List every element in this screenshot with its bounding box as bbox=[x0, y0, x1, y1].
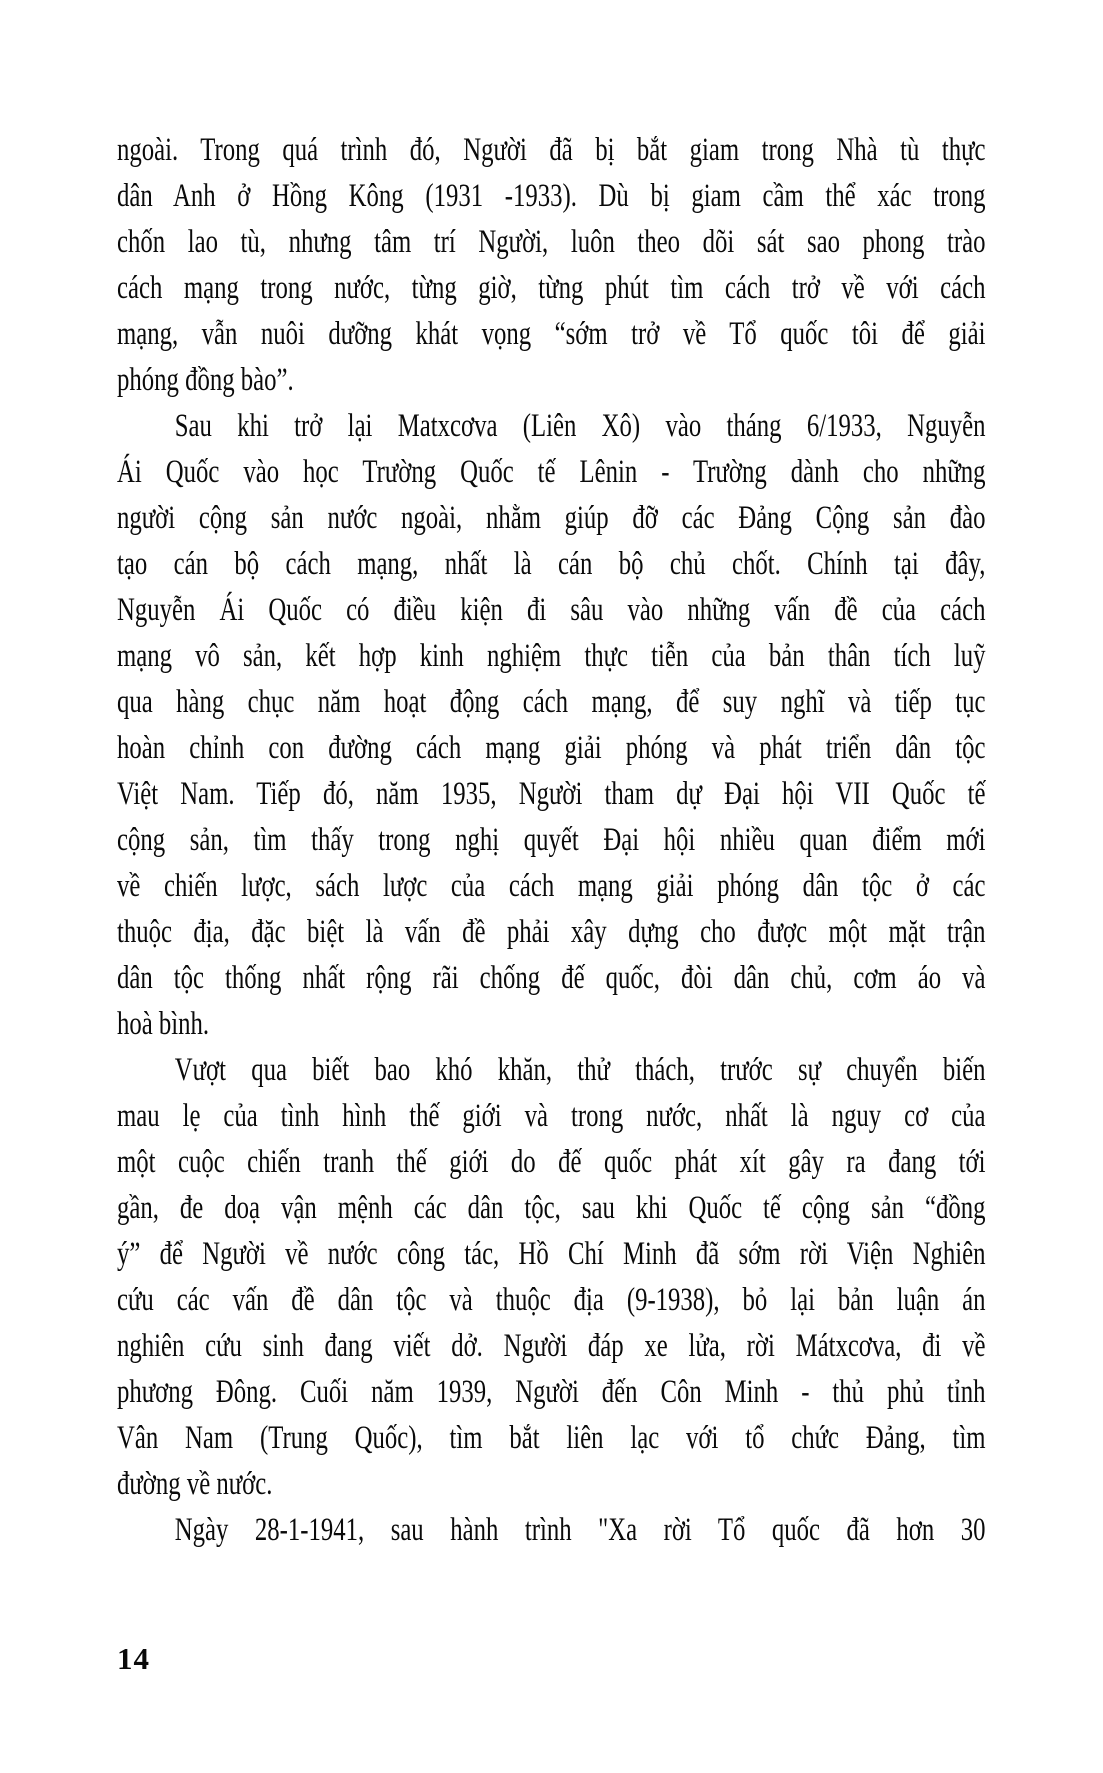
text-line: đường về nước. bbox=[117, 1466, 273, 1502]
text-line: cứu các vấn đề dân tộc và thuộc địa (9-1938), bỏ lại bản luận án bbox=[117, 1282, 986, 1318]
text-line: mạng vô sản, kết hợp kinh nghiệm thực tiễn của bản thân tích luỹ bbox=[117, 638, 986, 674]
page-number: 14 bbox=[117, 1641, 150, 1676]
text-line: Ái Quốc vào học Trường Quốc tế Lênin - Trường dành cho những bbox=[117, 454, 986, 490]
text-line: ngoài. Trong quá trình đó, Người đã bị bắt giam trong Nhà tù thực bbox=[117, 132, 986, 168]
text-line: dân tộc thống nhất rộng rãi chống đế quốc, đòi dân chủ, cơm áo và bbox=[117, 960, 986, 996]
body-text bbox=[117, 127, 986, 1553]
text-line: tạo cán bộ cách mạng, nhất là cán bộ chủ chốt. Chính tại đây, bbox=[117, 546, 986, 582]
text-line: dân Anh ở Hồng Kông (1931 -1933). Dù bị giam cầm thể xác trong bbox=[117, 178, 986, 214]
text-line: qua hàng chục năm hoạt động cách mạng, để suy nghĩ và tiếp tục bbox=[117, 684, 986, 720]
text-line: nghiên cứu sinh đang viết dở. Người đáp xe lửa, rời Mátxcơva, đi về bbox=[117, 1328, 986, 1364]
text-line: một cuộc chiến tranh thế giới do đế quốc phát xít gây ra đang tới bbox=[117, 1144, 986, 1180]
text-line: phương Đông. Cuối năm 1939, Người đến Côn Minh - thủ phủ tỉnh bbox=[117, 1374, 986, 1410]
text-line: cộng sản, tìm thấy trong nghị quyết Đại hội nhiều quan điểm mới bbox=[117, 822, 986, 858]
text-line: về chiến lược, sách lược của cách mạng giải phóng dân tộc ở các bbox=[117, 868, 986, 904]
text-line: người cộng sản nước ngoài, nhằm giúp đỡ các Đảng Cộng sản đào bbox=[117, 500, 986, 536]
text-line: Vân Nam (Trung Quốc), tìm bắt liên lạc với tổ chức Đảng, tìm bbox=[117, 1420, 986, 1456]
text-line: thuộc địa, đặc biệt là vấn đề phải xây dựng cho được một mặt trận bbox=[117, 914, 986, 950]
text-line: Nguyễn Ái Quốc có điều kiện đi sâu vào những vấn đề của cách bbox=[117, 592, 986, 628]
text-line: gần, đe doạ vận mệnh các dân tộc, sau khi Quốc tế cộng sản “đồng bbox=[117, 1190, 986, 1226]
text-line: mau lẹ của tình hình thế giới và trong nước, nhất là nguy cơ của bbox=[117, 1098, 986, 1134]
text-line: hoàn chỉnh con đường cách mạng giải phóng và phát triển dân tộc bbox=[117, 730, 986, 766]
text-line: Sau khi trở lại Matxcơva (Liên Xô) vào tháng 6/1933, Nguyễn bbox=[174, 408, 986, 444]
text-line: Việt Nam. Tiếp đó, năm 1935, Người tham dự Đại hội VII Quốc tế bbox=[117, 776, 986, 812]
text-line: ý” để Người về nước công tác, Hồ Chí Minh đã sớm rời Viện Nghiên bbox=[117, 1236, 986, 1272]
text-line: chốn lao tù, nhưng tâm trí Người, luôn theo dõi sát sao phong trào bbox=[117, 224, 986, 260]
text-line: phóng đồng bào”. bbox=[117, 362, 294, 398]
text-line: Vượt qua biết bao khó khăn, thử thách, trước sự chuyển biến bbox=[174, 1052, 986, 1088]
text-line: mạng, vẫn nuôi dưỡng khát vọng “sớm trở về Tổ quốc tôi để giải bbox=[117, 316, 986, 352]
text-line: Ngày 28-1-1941, sau hành trình "Xa rời Tổ quốc đã hơn 30 bbox=[174, 1512, 986, 1548]
text-line: cách mạng trong nước, từng giờ, từng phút tìm cách trở về với cách bbox=[117, 270, 986, 306]
text-line: hoà bình. bbox=[117, 1006, 210, 1042]
